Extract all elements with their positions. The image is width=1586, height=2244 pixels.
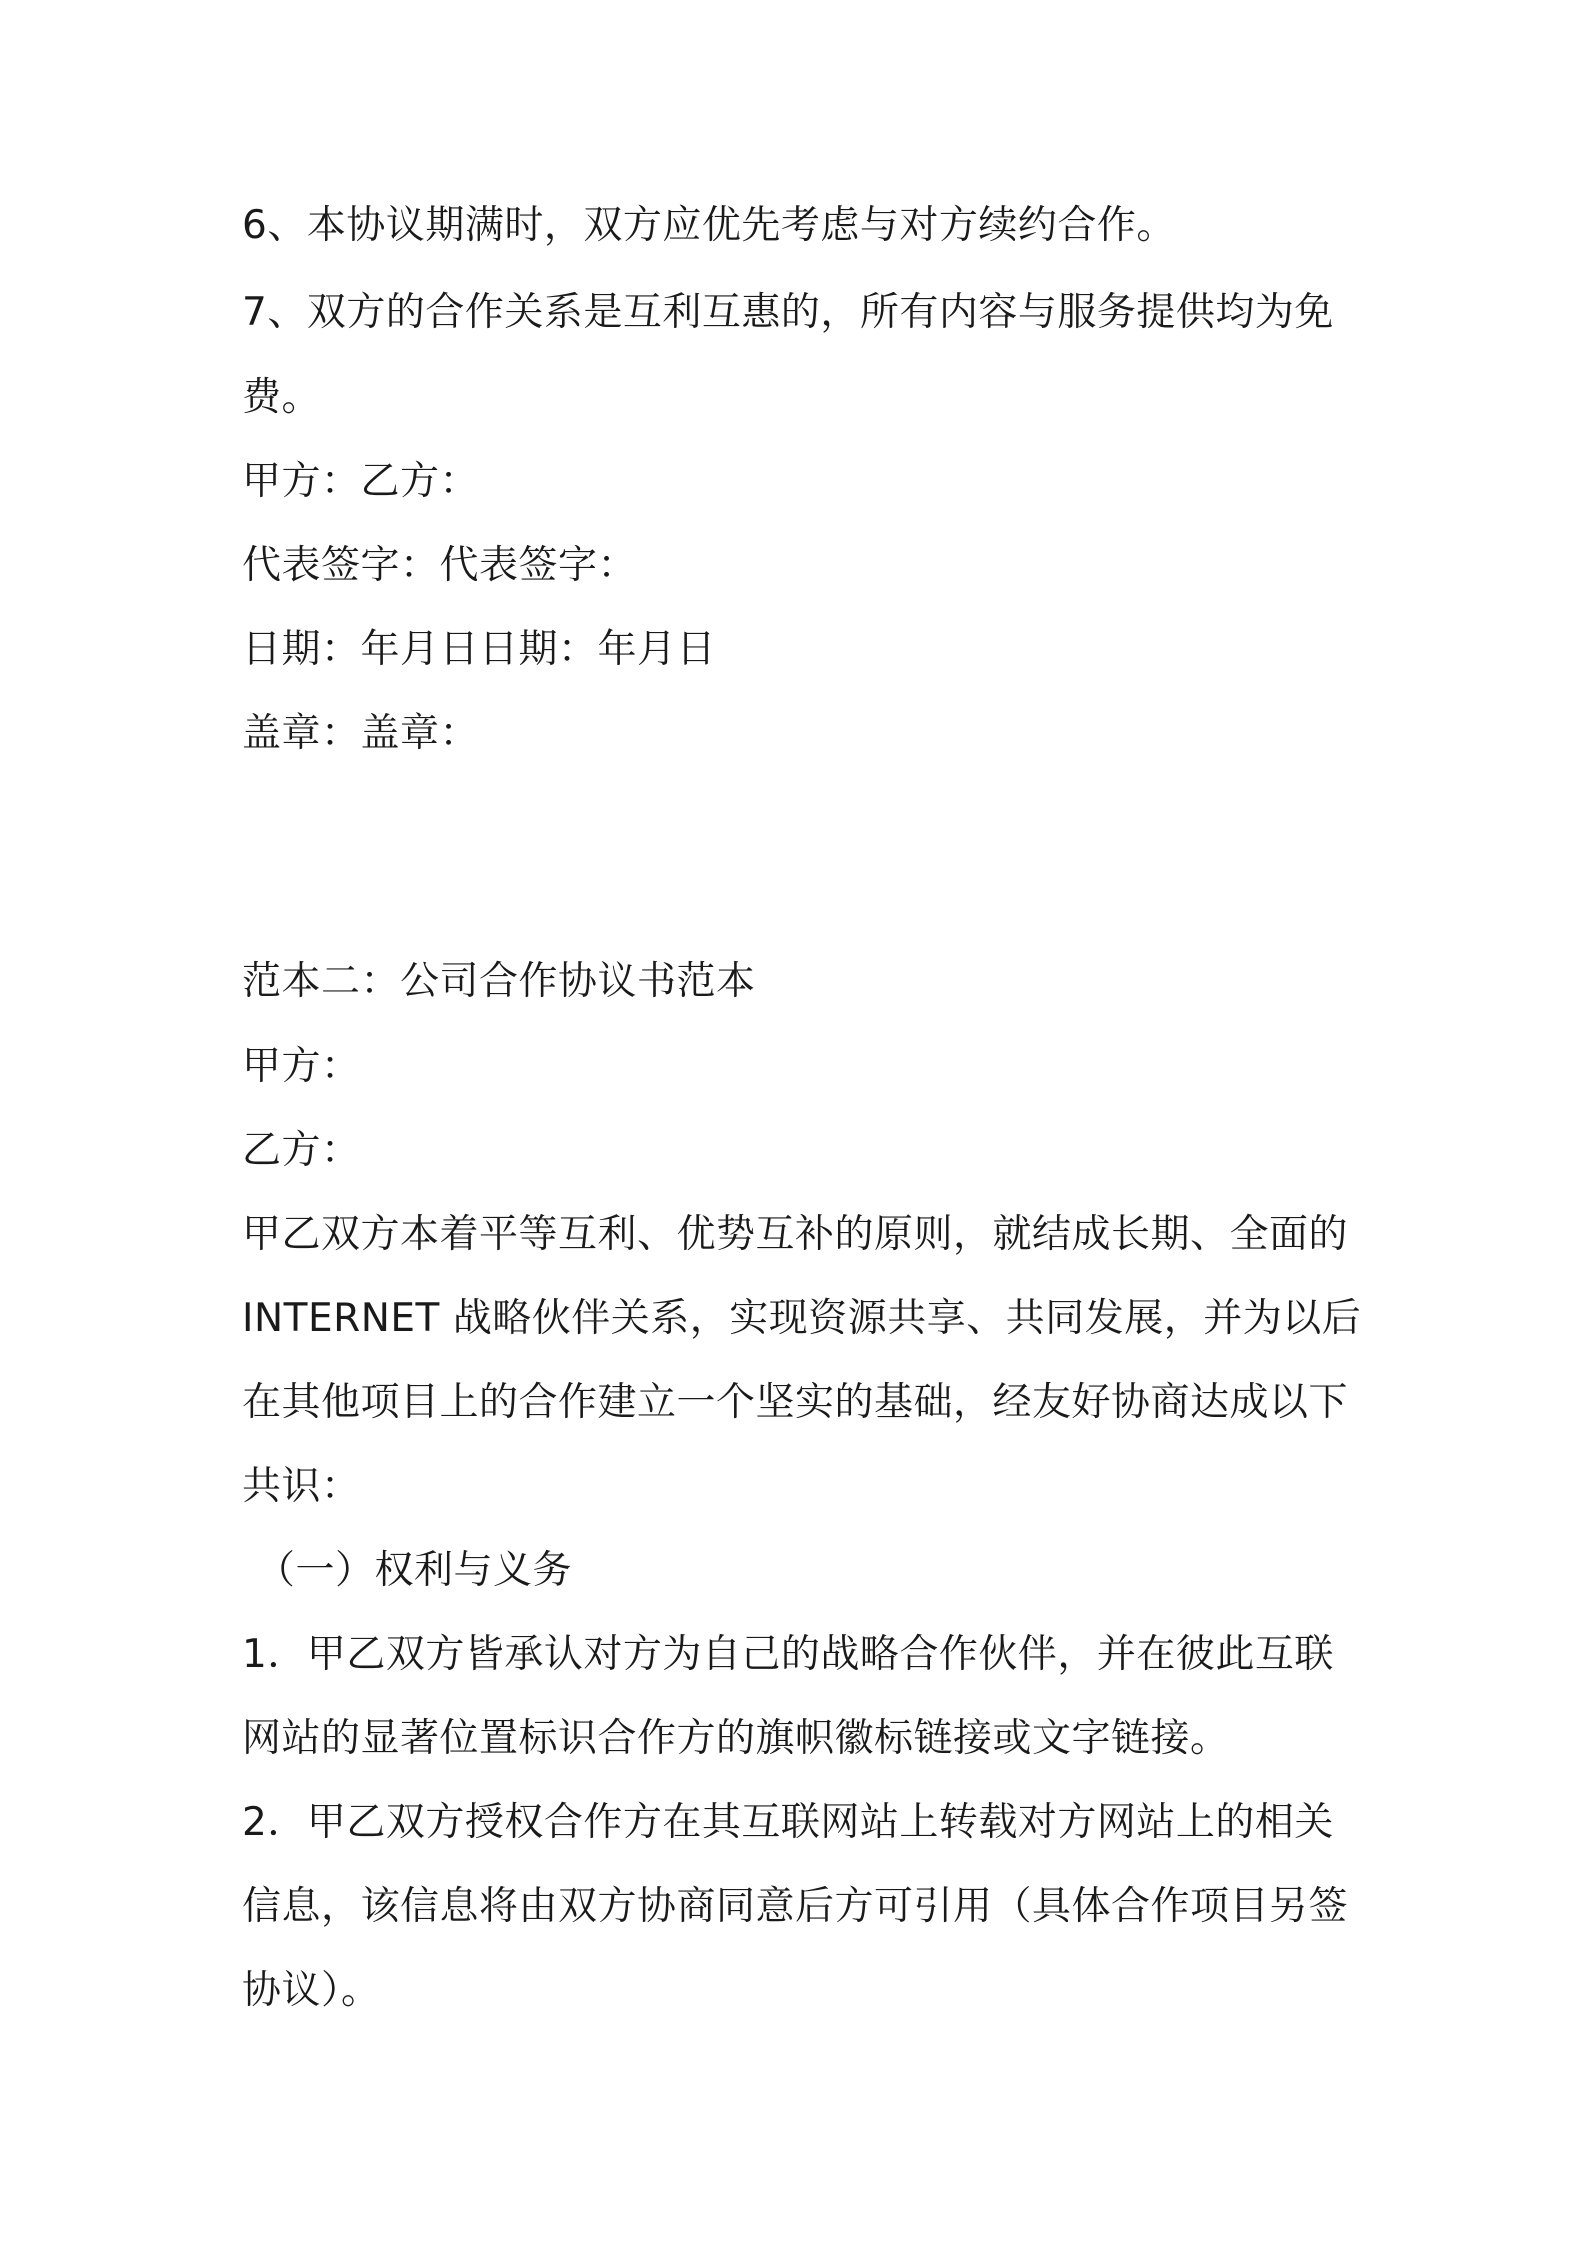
intro-line-4: 共识： [242, 1464, 361, 1509]
clause-6: 6、本协议期满时，双方应优先考虑与对方续约合作。 [242, 203, 1176, 248]
clause-7-line-1: 7、双方的合作关系是互利互惠的，所有内容与服务提供均为免 [242, 290, 1334, 335]
signature-labels: 代表签字：代表签字： [242, 543, 638, 588]
party-a-label: 甲方： [242, 1044, 361, 1089]
party-b-label: 乙方： [242, 1128, 361, 1173]
item-1-line-2: 网站的显著位置标识合作方的旗帜徽标链接或文字链接。 [242, 1716, 1230, 1761]
date-labels: 日期：年月日日期：年月日 [242, 627, 717, 672]
subsection-heading-rights: （一）权利与义务 [256, 1548, 573, 1593]
intro-line-1: 甲乙双方本着平等互利、优势互补的原则，就结成长期、全面的 [242, 1212, 1349, 1257]
item-2-line-1: 2．甲乙双方授权合作方在其互联网站上转载对方网站上的相关 [242, 1800, 1334, 1845]
item-2-line-2: 信息，该信息将由双方协商同意后方可引用（具体合作项目另签 [242, 1884, 1349, 1929]
item-2-line-3: 协议）。 [242, 1968, 381, 2013]
section-title-template-2: 范本二：公司合作协议书范本 [242, 959, 756, 1004]
seal-labels: 盖章：盖章： [242, 711, 480, 756]
intro-line-2: INTERNET 战略伙伴关系，实现资源共享、共同发展，并为以后 [242, 1296, 1362, 1341]
item-1-line-1: 1．甲乙双方皆承认对方为自己的战略合作伙伴，并在彼此互联 [242, 1632, 1334, 1677]
party-labels: 甲方：乙方： [242, 459, 480, 504]
intro-line-3: 在其他项目上的合作建立一个坚实的基础，经友好协商达成以下 [242, 1380, 1349, 1425]
clause-7-line-2: 费。 [242, 375, 322, 420]
